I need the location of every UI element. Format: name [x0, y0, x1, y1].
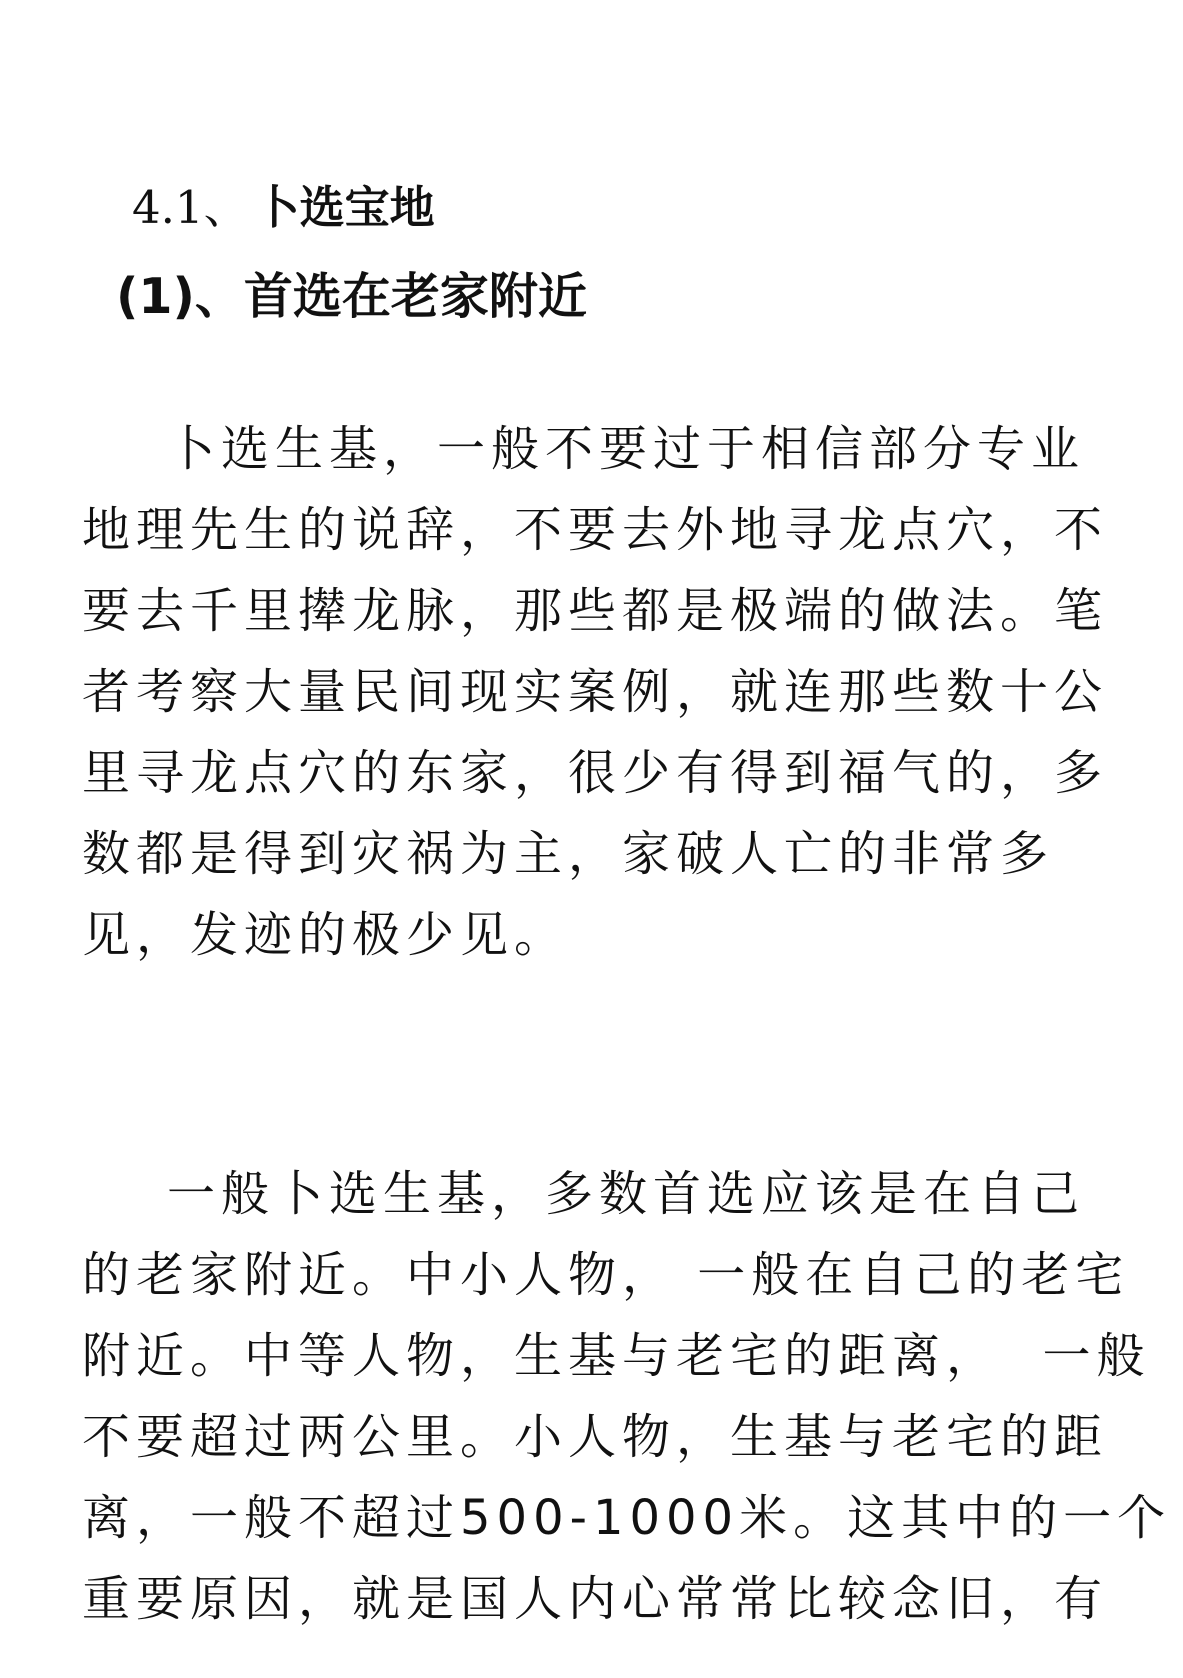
paragraph-1 [82, 409, 1109, 976]
paragraph-line: 卜选生基，一般不要过于相信部分专业 [82, 421, 1086, 477]
paragraph-2 [82, 1154, 1172, 1640]
paragraph-line: 者考察大量民间现实案例，就连那些数十公 [82, 664, 1109, 720]
paragraph-line: 不要超过两公里。小人物，生基与老宅的距 [82, 1409, 1109, 1465]
paragraph-line: 附近。中等人物，生基与老宅的距离， 一般 [82, 1328, 1151, 1384]
paragraph-line: 重要原因，就是国人内心常常比较念旧，有 [82, 1571, 1109, 1627]
paragraph-line: 里寻龙点穴的东家，很少有得到福气的，多 [82, 745, 1109, 801]
paragraph-line: 数都是得到灾祸为主，家破人亡的非常多 [82, 826, 1055, 882]
paragraph-line: 离，一般不超过500-1000米。这其中的一个 [82, 1490, 1172, 1546]
paragraph-line: 要去千里撵龙脉，那些都是极端的做法。笔 [82, 583, 1109, 639]
section-number: 4.1、 [132, 181, 249, 234]
section-heading [132, 181, 435, 234]
paragraph-line: 一般卜选生基，多数首选应该是在自己 [82, 1166, 1086, 1222]
section-title: 卜选宝地 [254, 181, 435, 234]
paragraph-line: 地理先生的说辞，不要去外地寻龙点穴，不 [82, 502, 1109, 558]
paragraph-line: 见，发迹的极少见。 [82, 907, 569, 963]
paragraph-line: 的老家附近。中小人物， 一般在自己的老宅 [82, 1247, 1130, 1303]
subsection-heading: (1)、首选在老家附近 [116, 268, 587, 325]
